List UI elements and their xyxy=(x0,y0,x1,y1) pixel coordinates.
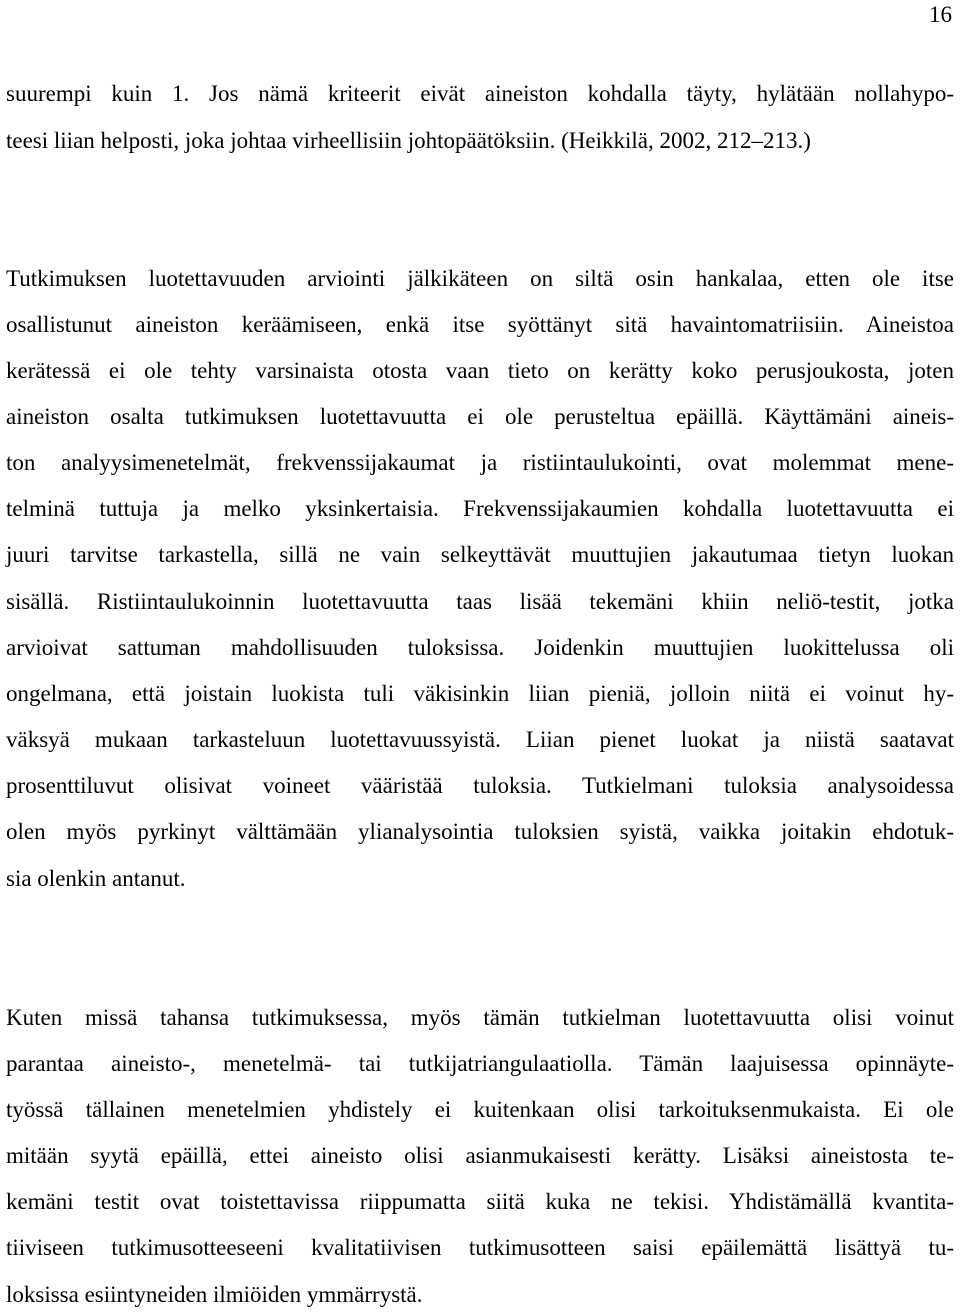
text-line: ongelmana, että joistain luokista tuli väkisinkin liian pieniä, jolloin niitä ei voinut hy- xyxy=(6,681,954,706)
text-line: mitään syytä epäillä, ettei aineisto olisi asianmukaisesti kerätty. Lisäksi aineistosta te- xyxy=(6,1143,954,1168)
text-line: arvioivat sattuman mahdollisuuden tuloksissa. Joidenkin muuttujien luokittelussa oli xyxy=(6,635,954,660)
page-number: 16 xyxy=(929,2,952,27)
text-line: työssä tällainen menetelmien yhdistely ei kuitenkaan olisi tarkoituksenmukaista. Ei ole xyxy=(6,1097,954,1122)
text-line: loksissa esiintyneiden ilmiöiden ymmärrystä. xyxy=(6,1282,423,1307)
text-line: telminä tuttuja ja melko yksinkertaisia. Frekvenssijakaumien kohdalla luotettavuutta ei xyxy=(6,496,954,521)
text-line: aineiston osalta tutkimuksen luotettavuutta ei ole perusteltua epäillä. Käyttämäni aineis- xyxy=(6,404,954,429)
text-line: tiiviseen tutkimusotteeseeni kvalitatiivisen tutkimusotteen saisi epäilemättä lisättyä tu- xyxy=(6,1235,954,1260)
text-line: osallistunut aineiston keräämiseen, enkä itse syöttänyt sitä havaintomatriisiin. Aineistoa xyxy=(6,312,954,337)
text-line: ton analyysimenetelmät, frekvenssijakaumat ja ristiintaulukointi, ovat molemmat mene- xyxy=(6,450,954,475)
text-line: Tutkimuksen luotettavuuden arviointi jälkikäteen on siltä osin hankalaa, etten ole itse xyxy=(6,266,954,291)
text-line: väksyä mukaan tarkasteluun luotettavuussyistä. Liian pienet luokat ja niistä saatavat xyxy=(6,727,954,752)
text-line: prosenttiluvut olisivat voineet vääristää tuloksia. Tutkielmani tuloksia analysoidessa xyxy=(6,773,954,798)
text-line: sia olenkin antanut. xyxy=(6,866,186,891)
text-line: olen myös pyrkinyt välttämään ylianalysointia tuloksien syistä, vaikka joitakin ehdotuk- xyxy=(6,819,954,844)
text-line: teesi liian helposti, joka johtaa virheellisiin johtopäätöksiin. (Heikkilä, 2002, 212–213.) xyxy=(6,128,811,153)
text-line: Kuten missä tahansa tutkimuksessa, myös tämän tutkielman luotettavuutta olisi voinut xyxy=(6,1005,954,1030)
text-line: kemäni testit ovat toistettavissa riippumatta siitä kuka ne tekisi. Yhdistämällä kvantita- xyxy=(6,1189,954,1214)
text-line: kerätessä ei ole tehty varsinaista otosta vaan tieto on kerätty koko perusjoukosta, joten xyxy=(6,358,954,383)
text-line: sisällä. Ristiintaulukoinnin luotettavuutta taas lisää tekemäni khiin neliö-testit, jotka xyxy=(6,589,954,614)
text-line: parantaa aineisto-, menetelmä- tai tutkijatriangulaatiolla. Tämän laajuisessa opinnäyte- xyxy=(6,1051,954,1076)
text-line: suurempi kuin 1. Jos nämä kriteerit eivät aineiston kohdalla täyty, hylätään nollahypo- xyxy=(6,81,954,106)
text-line: juuri tarvitse tarkastella, sillä ne vain selkeyttävät muuttujien jakautumaa tietyn luokan xyxy=(6,542,954,567)
